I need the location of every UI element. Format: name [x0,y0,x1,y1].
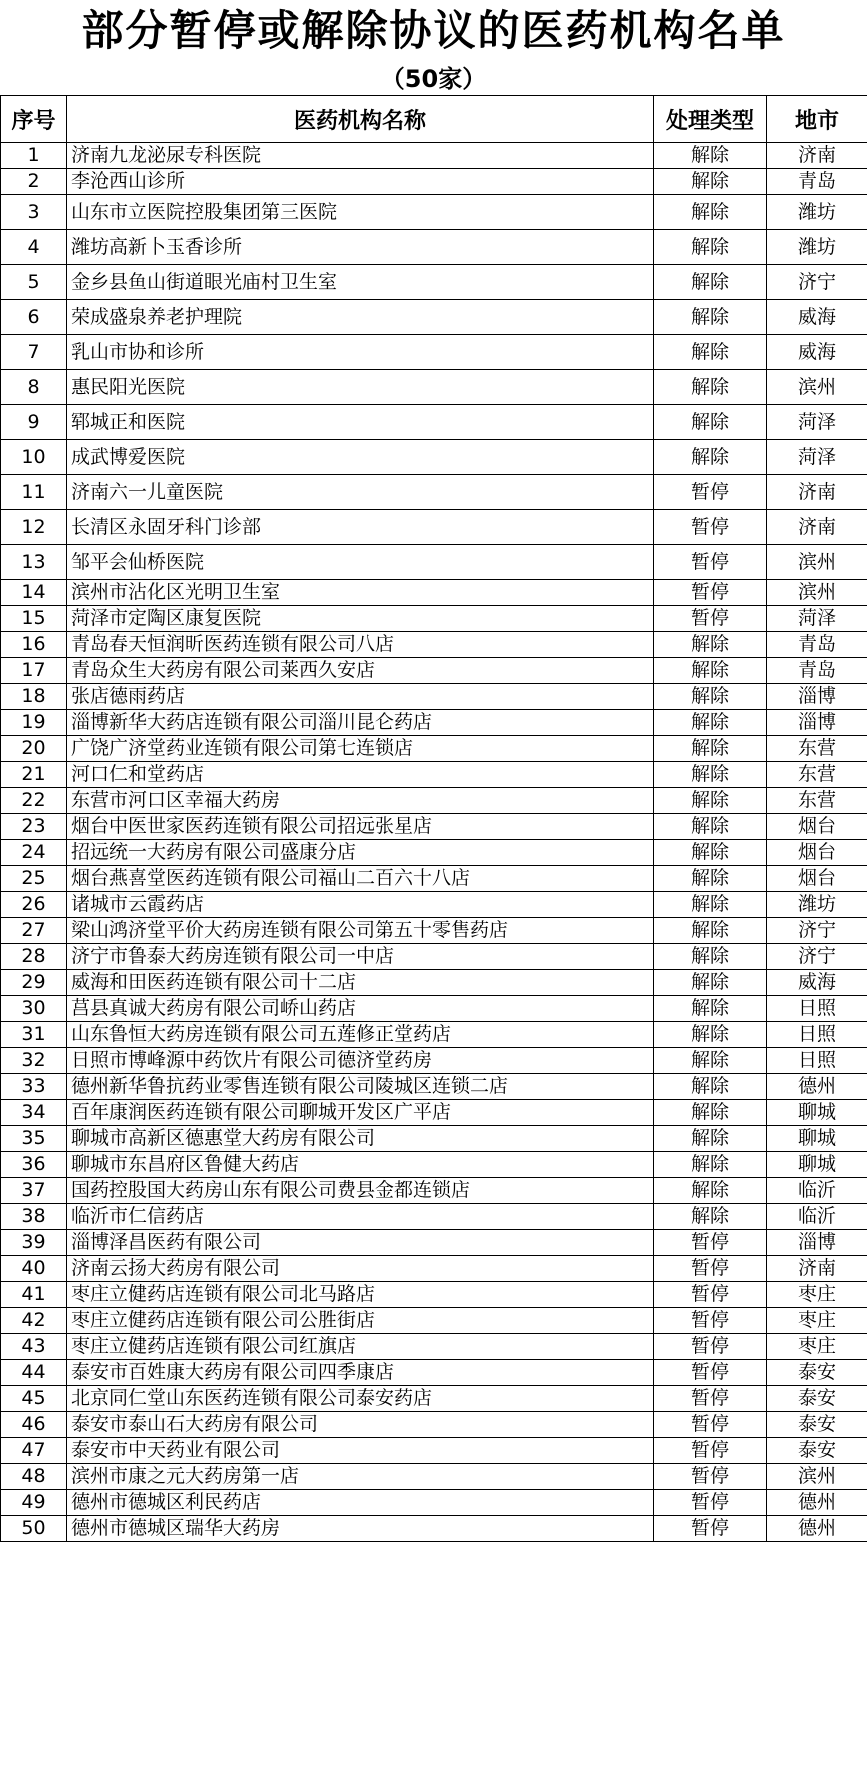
cell-no: 28 [1,944,67,970]
table-row [1,710,867,736]
table-row [1,944,867,970]
cell-city: 济南 [767,510,867,545]
cell-city: 威海 [767,335,867,370]
cell-city: 泰安 [767,1412,867,1438]
cell-city: 德州 [767,1074,867,1100]
cell-type: 解除 [654,440,767,475]
table-row [1,1152,867,1178]
table-row [1,736,867,762]
cell-type: 暂停 [654,1334,767,1360]
table-row [1,632,867,658]
table-row [1,814,867,840]
cell-city: 烟台 [767,814,867,840]
cell-city: 烟台 [767,840,867,866]
cell-type: 解除 [654,335,767,370]
cell-city: 日照 [767,1048,867,1074]
table-row [1,1126,867,1152]
cell-no: 16 [1,632,67,658]
cell-no: 8 [1,370,67,405]
cell-city: 泰安 [767,1438,867,1464]
table-row [1,475,867,510]
cell-name: 菏泽市定陶区康复医院 [67,606,654,632]
table-row [1,335,867,370]
table-row [1,195,867,230]
cell-city: 济宁 [767,265,867,300]
cell-no: 48 [1,1464,67,1490]
cell-name: 金乡县鱼山街道眼光庙村卫生室 [67,265,654,300]
table-row [1,684,867,710]
cell-name: 北京同仁堂山东医药连锁有限公司泰安药店 [67,1386,654,1412]
table-row [1,545,867,580]
table-row [1,1360,867,1386]
cell-type: 暂停 [654,580,767,606]
table-row [1,580,867,606]
cell-city: 泰安 [767,1360,867,1386]
cell-name: 聊城市高新区德惠堂大药房有限公司 [67,1126,654,1152]
table-header-row [1,96,867,143]
cell-name: 潍坊高新卜玉香诊所 [67,230,654,265]
cell-no: 42 [1,1308,67,1334]
header-city: 地市 [767,96,867,143]
header-type: 处理类型 [654,96,767,143]
cell-name: 枣庄立健药店连锁有限公司北马路店 [67,1282,654,1308]
cell-no: 7 [1,335,67,370]
cell-no: 9 [1,405,67,440]
cell-type: 暂停 [654,1386,767,1412]
cell-city: 淄博 [767,710,867,736]
cell-city: 济宁 [767,918,867,944]
cell-city: 泰安 [767,1386,867,1412]
institution-table [0,95,867,1542]
cell-no: 49 [1,1490,67,1516]
cell-type: 暂停 [654,606,767,632]
cell-city: 济南 [767,143,867,169]
table-row [1,658,867,684]
table-row [1,300,867,335]
cell-name: 德州市德城区利民药店 [67,1490,654,1516]
cell-name: 滨州市康之元大药房第一店 [67,1464,654,1490]
cell-city: 菏泽 [767,440,867,475]
cell-city: 青岛 [767,658,867,684]
cell-name: 乳山市协和诊所 [67,335,654,370]
cell-name: 泰安市中天药业有限公司 [67,1438,654,1464]
cell-city: 威海 [767,970,867,996]
table-row [1,996,867,1022]
table-row [1,1074,867,1100]
table-row [1,918,867,944]
cell-type: 解除 [654,143,767,169]
cell-no: 41 [1,1282,67,1308]
cell-name: 泰安市百姓康大药房有限公司四季康店 [67,1360,654,1386]
table-row [1,1490,867,1516]
cell-name: 长清区永固牙科门诊部 [67,510,654,545]
cell-name: 百年康润医药连锁有限公司聊城开发区广平店 [67,1100,654,1126]
cell-city: 济南 [767,1256,867,1282]
cell-type: 解除 [654,1204,767,1230]
cell-city: 潍坊 [767,892,867,918]
cell-name: 枣庄立健药店连锁有限公司公胜街店 [67,1308,654,1334]
cell-type: 解除 [654,169,767,195]
cell-city: 德州 [767,1490,867,1516]
cell-no: 19 [1,710,67,736]
table-row [1,1282,867,1308]
cell-no: 44 [1,1360,67,1386]
cell-no: 32 [1,1048,67,1074]
table-row [1,1464,867,1490]
cell-type: 解除 [654,710,767,736]
table-row [1,1100,867,1126]
cell-name: 济南九龙泌尿专科医院 [67,143,654,169]
cell-city: 东营 [767,788,867,814]
cell-no: 22 [1,788,67,814]
cell-city: 威海 [767,300,867,335]
table-row [1,840,867,866]
cell-no: 34 [1,1100,67,1126]
table-row [1,788,867,814]
cell-city: 聊城 [767,1126,867,1152]
cell-no: 30 [1,996,67,1022]
cell-city: 枣庄 [767,1282,867,1308]
table-row [1,762,867,788]
cell-type: 暂停 [654,1256,767,1282]
cell-no: 45 [1,1386,67,1412]
table-row [1,265,867,300]
cell-no: 35 [1,1126,67,1152]
cell-name: 张店德雨药店 [67,684,654,710]
cell-no: 17 [1,658,67,684]
cell-city: 济南 [767,475,867,510]
cell-no: 29 [1,970,67,996]
cell-no: 14 [1,580,67,606]
cell-type: 解除 [654,632,767,658]
cell-type: 暂停 [654,1360,767,1386]
cell-no: 11 [1,475,67,510]
cell-name: 德州市德城区瑞华大药房 [67,1516,654,1542]
cell-type: 解除 [654,1074,767,1100]
table-row [1,1412,867,1438]
cell-city: 烟台 [767,866,867,892]
table-row [1,405,867,440]
cell-city: 菏泽 [767,405,867,440]
cell-type: 暂停 [654,1516,767,1542]
table-row [1,169,867,195]
cell-type: 暂停 [654,1412,767,1438]
cell-name: 山东鲁恒大药房连锁有限公司五莲修正堂药店 [67,1022,654,1048]
table-row [1,1256,867,1282]
cell-type: 解除 [654,1178,767,1204]
cell-city: 潍坊 [767,230,867,265]
cell-no: 15 [1,606,67,632]
table-row [1,510,867,545]
cell-type: 解除 [654,866,767,892]
cell-no: 23 [1,814,67,840]
cell-name: 济南六一儿童医院 [67,475,654,510]
cell-no: 1 [1,143,67,169]
table-row [1,1048,867,1074]
cell-type: 解除 [654,814,767,840]
cell-name: 威海和田医药连锁有限公司十二店 [67,970,654,996]
cell-name: 烟台燕喜堂医药连锁有限公司福山二百六十八店 [67,866,654,892]
cell-no: 2 [1,169,67,195]
table-row [1,230,867,265]
cell-name: 梁山鸿济堂平价大药房连锁有限公司第五十零售药店 [67,918,654,944]
cell-city: 淄博 [767,684,867,710]
cell-type: 解除 [654,265,767,300]
cell-name: 莒县真诚大药房有限公司峤山药店 [67,996,654,1022]
table-row [1,143,867,169]
cell-name: 泰安市泰山石大药房有限公司 [67,1412,654,1438]
cell-city: 聊城 [767,1152,867,1178]
cell-no: 21 [1,762,67,788]
cell-city: 菏泽 [767,606,867,632]
cell-name: 济宁市鲁泰大药房连锁有限公司一中店 [67,944,654,970]
table-row [1,1516,867,1542]
cell-no: 27 [1,918,67,944]
cell-name: 河口仁和堂药店 [67,762,654,788]
cell-city: 东营 [767,736,867,762]
cell-city: 滨州 [767,1464,867,1490]
cell-no: 20 [1,736,67,762]
cell-city: 日照 [767,1022,867,1048]
cell-type: 暂停 [654,1282,767,1308]
cell-no: 40 [1,1256,67,1282]
cell-no: 38 [1,1204,67,1230]
cell-name: 淄博新华大药店连锁有限公司淄川昆仑药店 [67,710,654,736]
cell-no: 13 [1,545,67,580]
cell-name: 聊城市东昌府区鲁健大药店 [67,1152,654,1178]
cell-type: 解除 [654,370,767,405]
cell-type: 解除 [654,1152,767,1178]
cell-name: 日照市博峰源中药饮片有限公司德济堂药房 [67,1048,654,1074]
cell-type: 解除 [654,762,767,788]
cell-city: 东营 [767,762,867,788]
cell-type: 暂停 [654,1464,767,1490]
cell-city: 青岛 [767,169,867,195]
cell-city: 滨州 [767,545,867,580]
cell-name: 招远统一大药房有限公司盛康分店 [67,840,654,866]
cell-type: 解除 [654,788,767,814]
cell-name: 荣成盛泉养老护理院 [67,300,654,335]
cell-type: 解除 [654,195,767,230]
table-row [1,1438,867,1464]
cell-city: 枣庄 [767,1334,867,1360]
cell-city: 潍坊 [767,195,867,230]
table-row [1,1386,867,1412]
cell-no: 36 [1,1152,67,1178]
cell-city: 淄博 [767,1230,867,1256]
cell-no: 31 [1,1022,67,1048]
table-row [1,866,867,892]
cell-no: 5 [1,265,67,300]
cell-city: 德州 [767,1516,867,1542]
cell-type: 解除 [654,840,767,866]
cell-type: 暂停 [654,510,767,545]
cell-name: 淄博泽昌医药有限公司 [67,1230,654,1256]
cell-type: 解除 [654,658,767,684]
cell-no: 50 [1,1516,67,1542]
cell-type: 解除 [654,1022,767,1048]
cell-type: 解除 [654,300,767,335]
cell-no: 47 [1,1438,67,1464]
cell-name: 山东市立医院控股集团第三医院 [67,195,654,230]
cell-type: 解除 [654,1048,767,1074]
cell-no: 33 [1,1074,67,1100]
cell-no: 18 [1,684,67,710]
cell-type: 解除 [654,1126,767,1152]
table-row [1,1308,867,1334]
cell-name: 李沧西山诊所 [67,169,654,195]
cell-name: 滨州市沾化区光明卫生室 [67,580,654,606]
table-row [1,606,867,632]
page-subtitle: （50家） [380,65,487,93]
cell-no: 6 [1,300,67,335]
cell-type: 解除 [654,944,767,970]
cell-name: 国药控股国大药房山东有限公司费县金都连锁店 [67,1178,654,1204]
cell-name: 青岛众生大药房有限公司莱西久安店 [67,658,654,684]
cell-no: 39 [1,1230,67,1256]
table-row [1,970,867,996]
cell-type: 暂停 [654,1308,767,1334]
cell-city: 日照 [767,996,867,1022]
cell-city: 临沂 [767,1204,867,1230]
cell-no: 25 [1,866,67,892]
cell-name: 烟台中医世家医药连锁有限公司招远张星店 [67,814,654,840]
table-row [1,370,867,405]
cell-type: 解除 [654,1100,767,1126]
cell-no: 46 [1,1412,67,1438]
cell-name: 青岛春天恒润昕医药连锁有限公司八店 [67,632,654,658]
cell-name: 诸城市云霞药店 [67,892,654,918]
cell-type: 解除 [654,736,767,762]
cell-no: 4 [1,230,67,265]
table-row [1,1178,867,1204]
cell-type: 解除 [654,684,767,710]
page-title: 部分暂停或解除协议的医药机构名单 [81,6,786,55]
cell-type: 解除 [654,405,767,440]
cell-city: 滨州 [767,370,867,405]
cell-no: 37 [1,1178,67,1204]
cell-name: 邹平会仙桥医院 [67,545,654,580]
cell-type: 暂停 [654,1438,767,1464]
cell-name: 成武博爱医院 [67,440,654,475]
cell-city: 临沂 [767,1178,867,1204]
header-name: 医药机构名称 [67,96,654,143]
header-no: 序号 [1,96,67,143]
cell-no: 10 [1,440,67,475]
cell-name: 枣庄立健药店连锁有限公司红旗店 [67,1334,654,1360]
cell-name: 德州新华鲁抗药业零售连锁有限公司陵城区连锁二店 [67,1074,654,1100]
cell-no: 3 [1,195,67,230]
table-body [1,143,867,1542]
cell-name: 临沂市仁信药店 [67,1204,654,1230]
cell-city: 青岛 [767,632,867,658]
cell-type: 暂停 [654,475,767,510]
cell-no: 24 [1,840,67,866]
cell-city: 枣庄 [767,1308,867,1334]
table-row [1,440,867,475]
cell-no: 12 [1,510,67,545]
cell-type: 解除 [654,996,767,1022]
cell-name: 惠民阳光医院 [67,370,654,405]
cell-name: 郓城正和医院 [67,405,654,440]
table-row [1,1334,867,1360]
table-row [1,1230,867,1256]
cell-city: 聊城 [767,1100,867,1126]
cell-type: 解除 [654,892,767,918]
table-row [1,1022,867,1048]
table-row [1,1204,867,1230]
cell-no: 43 [1,1334,67,1360]
cell-name: 济南云扬大药房有限公司 [67,1256,654,1282]
cell-type: 暂停 [654,545,767,580]
cell-type: 暂停 [654,1490,767,1516]
cell-no: 26 [1,892,67,918]
cell-name: 东营市河口区幸福大药房 [67,788,654,814]
cell-name: 广饶广济堂药业连锁有限公司第七连锁店 [67,736,654,762]
cell-type: 解除 [654,970,767,996]
cell-city: 滨州 [767,580,867,606]
table-row [1,892,867,918]
cell-type: 解除 [654,918,767,944]
cell-type: 暂停 [654,1230,767,1256]
cell-city: 济宁 [767,944,867,970]
cell-type: 解除 [654,230,767,265]
